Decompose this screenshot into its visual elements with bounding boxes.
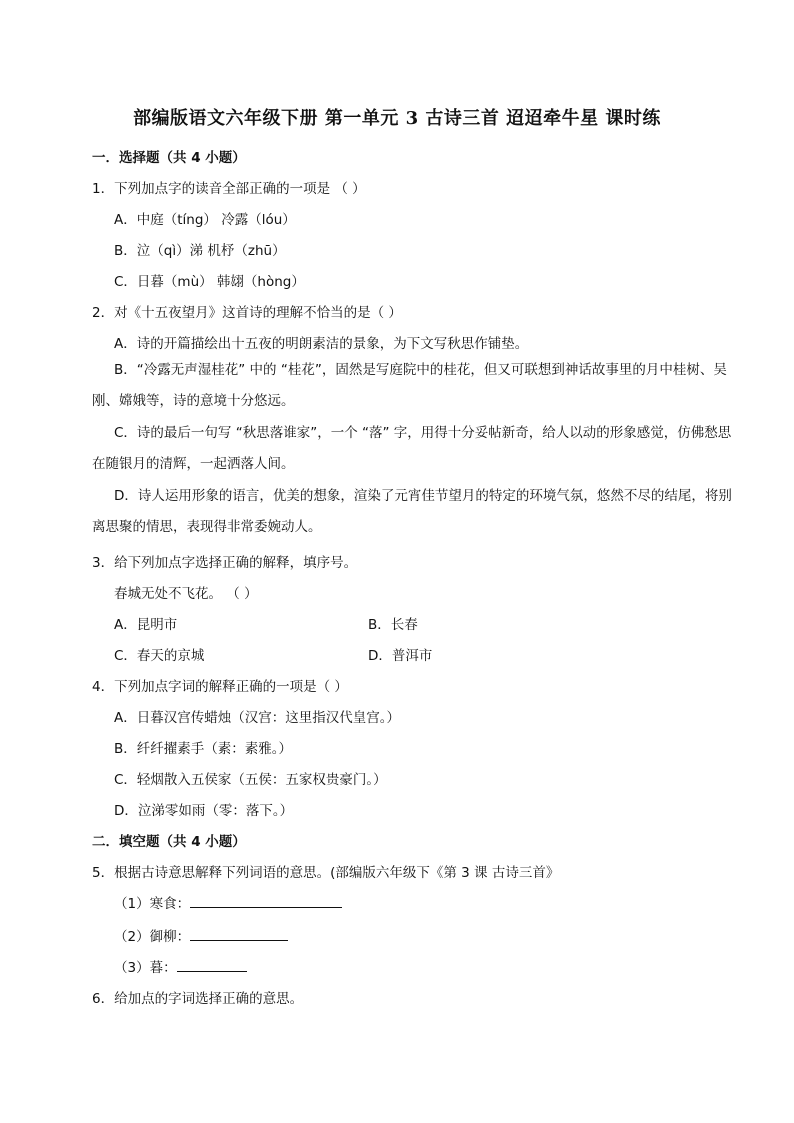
q2-option-c: C．诗的最后一句写 “秋思落谁家”，一个 “落” 字，用得十分妥帖新奇，给人以动的形象感觉，仿佛愁思在随银月的清辉，一起洒落人间。 <box>92 425 732 472</box>
q3-option-b: B．长春 <box>368 617 418 633</box>
q5-item-3 <box>92 956 247 976</box>
question-5: 5．根据古诗意思解释下列词语的意思。(部编版六年级下《第 3 课 古诗三首》 <box>92 865 560 881</box>
section-heading-choice: 一．选择题（共 4 小题） <box>92 150 246 166</box>
q4-option-c: C．轻烟散入五侯家（五侯：五家权贵豪门。） <box>114 772 387 788</box>
q5-item-1-label: （1）寒食： <box>114 896 191 912</box>
q5-item-1 <box>92 892 342 912</box>
question-6: 6．给加点的字词选择正确的意思。 <box>92 991 304 1007</box>
answer-blank[interactable] <box>177 957 247 972</box>
q1-option-a: A．中庭（tíng） 冷露（lóu） <box>114 212 296 228</box>
q3-option-c: C．春天的京城 <box>114 648 205 664</box>
q2-option-b: B．“冷露无声湿桂花” 中的 “桂花”，固然是写庭院中的桂花，但又可联想到神话故事里的月中桂树、吴刚、嫦娥等，诗的意境十分悠远。 <box>92 362 727 409</box>
q3-poem-line: 春城无处不飞花。 （ ） <box>114 586 258 602</box>
q4-option-d: D．泣涕零如雨（零：落下。） <box>114 803 294 819</box>
q5-item-2 <box>92 925 288 945</box>
q2-option-a: A．诗的开篇描绘出十五夜的明朗素洁的景象，为下文写秋思作铺垫。 <box>114 336 529 352</box>
q4-option-a: A．日暮汉宫传蜡烛（汉宫：这里指汉代皇宫。） <box>114 710 400 726</box>
q4-option-b: B．纤纤擢素手（素：素雅。） <box>114 741 293 757</box>
answer-blank[interactable] <box>190 926 288 941</box>
q1-option-c: C．日暮（mù） 韩翃（hòng） <box>114 274 305 290</box>
question-1: 1．下列加点字的读音全部正确的一项是 （ ） <box>92 181 366 197</box>
answer-blank[interactable] <box>190 893 342 908</box>
q3-option-d: D．普洱市 <box>368 648 433 664</box>
page-title: 部编版语文六年级下册 第一单元 3 古诗三首 迢迢牵牛星 课时练 <box>133 108 661 129</box>
q5-item-2-label: （2）御柳： <box>114 929 191 945</box>
q3-option-a: A．昆明市 <box>114 617 178 633</box>
q2-option-d: D．诗人运用形象的语言，优美的想象，渲染了元宵佳节望月的特定的环境气氛，悠然不尽的结尾，将别离思聚的情思，表现得非常委婉动人。 <box>92 488 732 535</box>
question-2: 2．对《十五夜望月》这首诗的理解不恰当的是（ ） <box>92 305 402 321</box>
q1-option-b: B．泣（qì）涕 机杼（zhū） <box>114 243 286 259</box>
section-heading-fill: 二．填空题（共 4 小题） <box>92 834 246 850</box>
question-3: 3．给下列加点字选择正确的解释，填序号。 <box>92 555 358 571</box>
question-4: 4．下列加点字词的解释正确的一项是（ ） <box>92 679 348 695</box>
q5-item-3-label: （3）暮： <box>114 960 177 976</box>
